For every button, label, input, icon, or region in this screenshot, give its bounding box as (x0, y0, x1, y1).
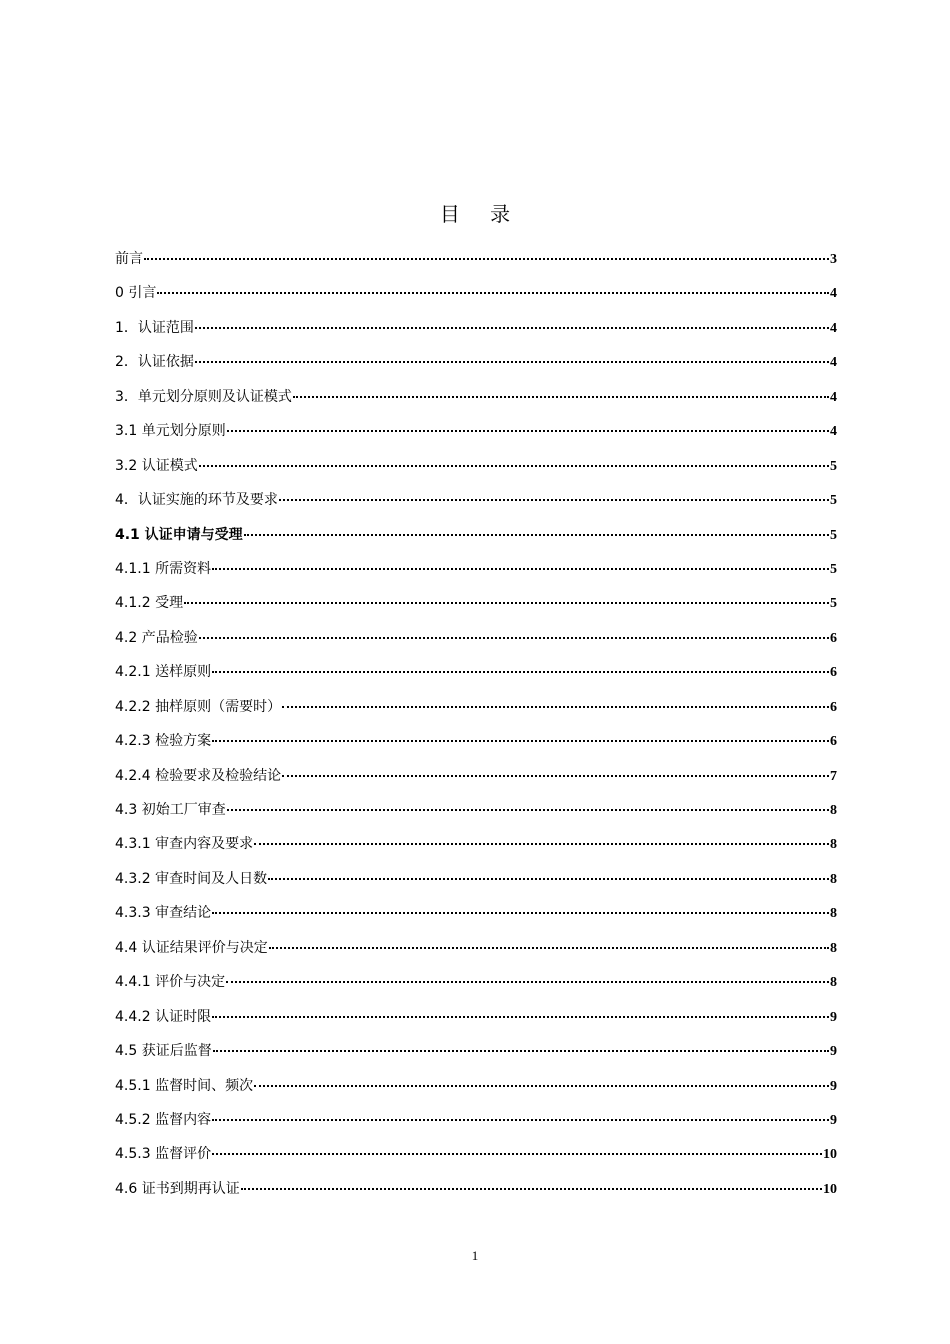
toc-entry-page: 6 (830, 699, 837, 715)
toc-entry-page: 5 (830, 596, 837, 612)
toc-entry[interactable] (115, 1179, 837, 1213)
toc-dot-leader (282, 706, 829, 708)
page-title: 目 录 (439, 202, 523, 226)
toc-dot-leader (227, 430, 829, 432)
toc-entry[interactable] (115, 766, 837, 800)
toc-entry-label: 4.3.3 审查结论 (115, 905, 212, 922)
toc-entry[interactable] (115, 731, 837, 765)
toc-dot-leader (269, 947, 829, 949)
toc-dot-leader (268, 878, 829, 880)
toc-entry[interactable] (115, 1076, 837, 1110)
toc-entry-page: 9 (830, 1044, 837, 1060)
toc-entry-label: 4.2.2 抽样原则（需要时） (115, 698, 282, 715)
toc-entry[interactable] (115, 1110, 837, 1144)
toc-entry-page: 5 (830, 493, 837, 509)
toc-entry-label: 4.5.2 监督内容 (115, 1111, 212, 1128)
toc-entry[interactable] (115, 903, 837, 937)
toc-entry-label: 4.5.1 监督时间、频次 (115, 1077, 254, 1094)
toc-dot-leader (157, 292, 829, 294)
toc-entry-label: 4.5.3 监督评价 (115, 1146, 212, 1163)
toc-entry-page: 9 (830, 1112, 837, 1128)
toc-entry[interactable] (115, 628, 837, 662)
toc-dot-leader (212, 740, 829, 742)
toc-entry[interactable] (115, 593, 837, 627)
toc-entry-label: 3.1 单元划分原则 (115, 423, 226, 440)
toc-entry-page: 5 (830, 458, 837, 474)
toc-entry[interactable] (115, 972, 837, 1006)
toc-entry-page: 8 (830, 837, 837, 853)
toc-dot-leader (212, 1153, 822, 1155)
toc-entry-page: 8 (830, 871, 837, 887)
toc-entry-label: 4.3.2 审查时间及人日数 (115, 870, 268, 887)
toc-entry-label: 0 引言 (115, 285, 157, 302)
toc-entry-page: 6 (830, 665, 837, 681)
toc-entry-label: 4.1 认证申请与受理 (115, 526, 243, 543)
toc-entry[interactable] (115, 869, 837, 903)
toc-entry-page: 4 (830, 320, 837, 336)
toc-entry-page: 9 (830, 1078, 837, 1094)
toc-entry-label: 4.4.2 认证时限 (115, 1008, 212, 1025)
toc-entry-page: 3 (830, 252, 837, 267)
toc-dot-leader (195, 361, 829, 363)
toc-entry-page: 8 (830, 940, 837, 956)
toc-entry[interactable] (115, 1041, 837, 1075)
toc-entry-label: 4.2 产品检验 (115, 629, 198, 646)
toc-entry[interactable] (115, 283, 837, 317)
toc-dot-leader (212, 912, 829, 914)
toc-entry-page: 7 (830, 768, 837, 784)
toc-entry[interactable] (115, 387, 837, 421)
toc-entry-label: 2．认证依据 (115, 354, 194, 371)
toc-entry[interactable] (115, 352, 837, 386)
toc-entry[interactable] (115, 662, 837, 696)
toc-entry-label: 4.1.1 所需资料 (115, 560, 212, 577)
page-number: 1 (471, 1248, 479, 1263)
toc-entry-page: 4 (830, 424, 837, 440)
toc-entry-label: 4．认证实施的环节及要求 (115, 492, 278, 509)
toc-entry-page: 5 (830, 527, 837, 543)
toc-entry-page: 4 (830, 286, 837, 302)
toc-entry-label: 4.2.4 检验要求及检验结论 (115, 767, 282, 784)
toc-dot-leader (241, 1188, 822, 1190)
toc-entry-label: 4.4.1 评价与决定 (115, 974, 226, 991)
toc-dot-leader (144, 258, 829, 260)
toc-dot-leader (282, 775, 829, 777)
toc-entry[interactable] (115, 318, 837, 352)
toc-entry[interactable] (115, 1007, 837, 1041)
toc-dot-leader (226, 981, 829, 983)
toc-dot-leader (195, 327, 829, 329)
toc-dot-leader (212, 1119, 829, 1121)
toc-entry[interactable] (115, 697, 837, 731)
toc-entry[interactable] (115, 1144, 837, 1178)
toc-entry[interactable] (115, 559, 837, 593)
toc-entry[interactable] (115, 490, 837, 524)
toc-dot-leader (212, 671, 829, 673)
toc-dot-leader (199, 465, 829, 467)
toc-dot-leader (227, 809, 829, 811)
toc-entry[interactable] (115, 800, 837, 834)
toc-entry-page: 4 (830, 389, 837, 405)
toc-dot-leader (244, 534, 829, 536)
toc-entry-label: 3．单元划分原则及认证模式 (115, 388, 292, 405)
toc-entry-label: 3.2 认证模式 (115, 457, 198, 474)
toc-dot-leader (293, 396, 829, 398)
toc-entry-page: 10 (823, 1147, 837, 1163)
table-of-contents (115, 249, 837, 1213)
toc-entry[interactable] (115, 456, 837, 490)
toc-entry-label: 4.6 证书到期再认证 (115, 1180, 240, 1197)
toc-entry[interactable] (115, 249, 837, 283)
toc-entry-label: 前言 (115, 251, 143, 267)
toc-dot-leader (279, 499, 829, 501)
toc-dot-leader (254, 1085, 829, 1087)
toc-entry[interactable] (115, 938, 837, 972)
toc-entry-page: 6 (830, 630, 837, 646)
toc-entry-page: 8 (830, 803, 837, 818)
toc-entry-page: 8 (830, 975, 837, 991)
toc-entry-page: 8 (830, 906, 837, 922)
toc-entry[interactable] (115, 525, 837, 559)
toc-dot-leader (199, 637, 829, 639)
toc-entry-page: 6 (830, 734, 837, 750)
toc-entry-label: 4.3 初始工厂审查 (115, 802, 226, 818)
toc-dot-leader (184, 602, 829, 604)
toc-entry-label: 4.2.1 送样原则 (115, 664, 212, 681)
toc-entry[interactable] (115, 421, 837, 455)
toc-entry-label: 4.1.2 受理 (115, 595, 184, 612)
toc-entry-label: 4.5 获证后监督 (115, 1043, 212, 1060)
toc-dot-leader (213, 1050, 829, 1052)
toc-entry-page: 5 (830, 561, 837, 577)
toc-dot-leader (254, 843, 829, 845)
toc-entry[interactable] (115, 834, 837, 868)
toc-dot-leader (212, 1016, 829, 1018)
toc-entry-label: 1．认证范围 (115, 319, 194, 336)
toc-entry-page: 10 (823, 1181, 837, 1197)
toc-entry-label: 4.2.3 检验方案 (115, 733, 212, 750)
toc-entry-label: 4.3.1 审查内容及要求 (115, 836, 254, 853)
toc-entry-page: 9 (830, 1009, 837, 1025)
toc-dot-leader (212, 568, 829, 570)
toc-entry-label: 4.4 认证结果评价与决定 (115, 939, 268, 956)
toc-entry-page: 4 (830, 355, 837, 371)
